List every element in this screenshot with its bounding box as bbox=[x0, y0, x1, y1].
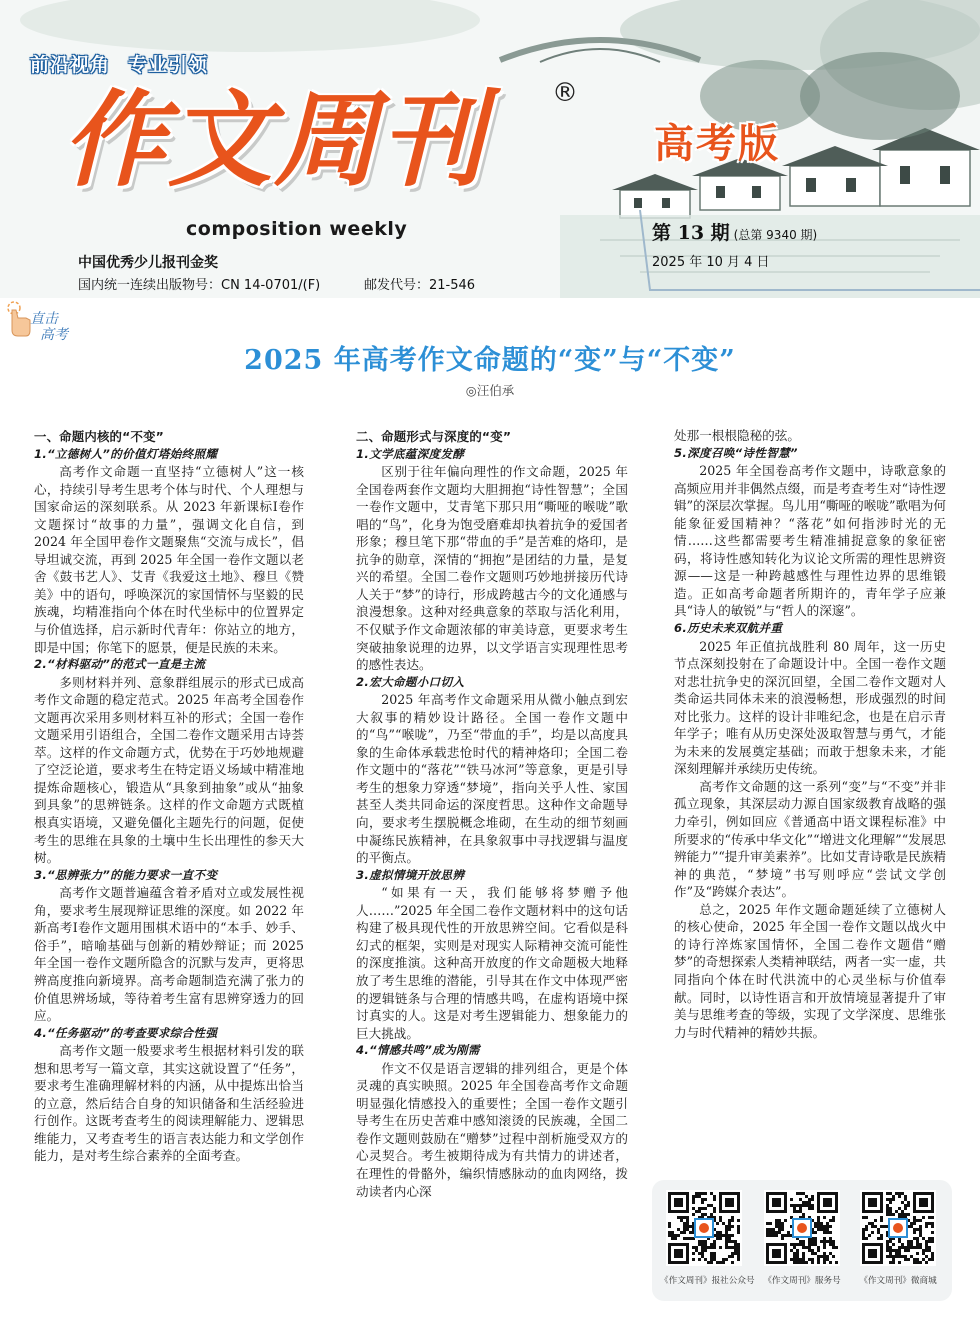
slogan bbox=[30, 50, 226, 77]
section-heading: 二、命题形式与深度的“变” bbox=[356, 429, 512, 444]
subsection-heading: 4.“任务驱动”的考查要求综合性强 bbox=[34, 1025, 218, 1040]
brand-logo: 作文周刊 bbox=[62, 79, 487, 201]
direct-hit-badge bbox=[4, 296, 84, 342]
subsection-heading: 4.“情感共鸣”成为刚需 bbox=[356, 1043, 480, 1058]
issue-total: (总第 9340 期) bbox=[733, 228, 818, 242]
subsection-heading: 3.“思辨张力”的能力要求一直不变 bbox=[34, 867, 218, 882]
issue-number: 第 13 期 bbox=[652, 222, 730, 244]
qr-code-icon[interactable] bbox=[860, 1190, 936, 1266]
article-title: 2025 年高考作文命题的“变”与“不变” bbox=[244, 345, 736, 376]
paragraph: 高考作文题普遍蕴含着矛盾对立或发展性视角，要求考生展现辩证思维的深度。如 2022 年新高考Ⅰ卷作文题用围棋术语中的“本手、妙手、俗手”，暗喻基础与创新的精妙辩证；而 2025 年全国一卷作文题所隐含的沉默与发声，更将思辨高度推向新境界。高考命题制造充满了张力的价值思辨场域，等待着考生富有思辨穿透力的回应。 bbox=[34, 885, 304, 1024]
subsection-heading: 5.深度召唤“诗性智慧” bbox=[674, 445, 798, 460]
subsection-heading: 3.虚拟情境开放思辨 bbox=[356, 867, 465, 882]
slogan-1: 前沿视角 bbox=[30, 54, 111, 76]
subsection-heading: 1.文学底蕴深度发酵 bbox=[356, 446, 465, 461]
paragraph: 高考作文命题一直坚持“立德树人”这一核心，持续引导考生思考个体与时代、个人理想与国家命运的深刻联系。从 2023 年新课标Ⅰ卷作文题探讨“故事的力量”，强调文化自信，到 2024 年全国甲卷作文题聚焦“交流与成长”，倡导坦诚交流，再到 2025 年全国一卷作文题以老舍《鼓书艺人》、艾青《我爱这土地》、穆旦《赞美》中的语句，呼唤深沉的家国情怀与坚毅的民族魂，均精准指向个体在时代坐标中的位置界定与价值选择，启示新时代青年：你站立的地方，即是中国；你笔下的愿景，便是民族的未来。 bbox=[34, 464, 304, 655]
qr-code-icon[interactable] bbox=[764, 1190, 840, 1266]
paragraph: “如果有一天，我们能够将梦赠予他人……”2025 年全国二卷作文题材料中的这句话构建了极具现代性的开放思辨空间。它看似是科幻式的框架，实则是对现实人际精神交流可能性的深度推演。这种高开放度的作文命题极大地释放了考生思维的潜能，引导其在作文中体现严密的逻辑链条与合理的情感共鸣，在虚构语境中探讨真实的人。这是对考生逻辑能力、想象能力的巨大挑战。 bbox=[356, 885, 628, 1041]
paragraph: 2025 年高考作文命题采用从微小触点到宏大叙事的精妙设计路径。全国一卷作文题中的“鸟”“喉咙”，乃至“带血的手”，均是以高度具象的生命体承载悲怆时代的精神烙印；全国二卷作文题中的“落花”“铁马冰河”等意象，更是引导考生的想象力穿透“梦境”，指向关乎人性、家国甚至人类共同命运的深度哲思。这种作文命题导向，要求考生摆脱概念堆砌，在生动的细节刻画中凝练民族精神，在具象叙事中寻找逻辑与温度的平衡点。 bbox=[356, 692, 628, 866]
column-1 bbox=[34, 427, 304, 1165]
qr-code-icon[interactable] bbox=[666, 1190, 742, 1266]
paragraph: 2025 年正值抗战胜利 80 周年，这一历史节点深刻投射在了命题设计中。全国一卷作文题对悲壮抗争史的深沉回望，全国二卷作文题对人类命运共同体未来的浪漫畅想，形成强烈的时间对比张力。这样的设计非唯纪念，也是在启示青年学子；唯有从历史深处汲取智慧与勇气，才能为未来的发展奠定基础；而敢于想象未来，才能深刻理解并承续历史传统。 bbox=[674, 638, 946, 777]
edition-label: 高考版 bbox=[654, 121, 780, 167]
postal-code: 邮发代号：21-546 bbox=[364, 278, 476, 293]
paragraph: 作文不仅是语言逻辑的排列组合，更是个体灵魂的真实映照。2025 年全国卷高考作文命题明显强化情感投入的重要性；全国一卷作文题引导考生在历史苦难中感知滚烫的民族魂，全国二卷作文题则鼓励在“赠梦”过程中剖析施受双方的心灵契合。考生被期待成为有共情力的讲述者，在理性的骨骼外，编织情感脉动的血肉网络，拨动读者内心深 bbox=[356, 1060, 628, 1199]
section-heading: 一、命题内核的“不变” bbox=[34, 429, 165, 444]
issue-info bbox=[652, 218, 932, 276]
qr-code-panel bbox=[652, 1180, 952, 1301]
column-2 bbox=[356, 427, 628, 1200]
paragraph: 总之，2025 年作文题命题延续了立德树人的核心使命，2025 年全国一卷作文题以战火中的诗行淬炼家国情怀，全国二卷作文题借“赠梦”的奇想探索人类精神联结，两者一实一虚，共同指向个体在时代洪流中的心灵坐标与价值奉献。同时，以诗性语言和开放情境显著提升了审美与思维考查的等级，实现了文学深度、思维张力与时代精神的精妙共振。 bbox=[674, 901, 946, 1040]
qr-caption: 《作文周刊》微商城 bbox=[859, 1276, 937, 1286]
registered-mark: ® bbox=[552, 78, 578, 108]
paragraph: 2025 年全国卷高考作文题中，诗歌意象的高频应用并非偶然点缀，而是考查考生对“诗性逻辑”的深层次掌握。鸟儿用“嘶哑的喉咙”歌唱为何能象征爱国精神？“落花”如何指涉时光的无情……这些都需要考生精准捕捉意象的象征密码，将诗性感知转化为议论文所需的理性思辨资源——这是一种跨越感性与理性边界的思维锻造。正如高考命题者所期许的，青年学子应兼具“诗人的敏锐”与“哲人的深邃”。 bbox=[674, 463, 946, 619]
paragraph: 区别于往年偏向理性的作文命题，2025 年全国卷两套作文题均大胆拥抱“诗性智慧”；全国一卷作文题中，艾青笔下那只用“嘶哑的喉咙”歌唱的“鸟”，化身为饱受磨难却执着抗争的爱国者形象；穆旦笔下那“带血的手”是苦难的烙印，是抗争的勋章，深情的“拥抱”是团结的力量，是复兴的希望。全国二卷作文题则巧妙地拼接历代诗人关于“梦”的诗行，形成跨越古今的文化通感与浪漫想象。这种对经典意象的萃取与活化利用，不仅赋予作文命题浓郁的审美诗意，更要求考生突破抽象说理的边界，以文学语言实现理性思考的感性表达。 bbox=[356, 464, 628, 673]
issue-date: 2025 年 10 月 4 日 bbox=[652, 255, 770, 270]
qr-item-mall[interactable] bbox=[860, 1190, 936, 1296]
subsection-heading: 6.历史未来双航并重 bbox=[674, 621, 783, 636]
subsection-heading: 2.“材料驱动”的范式一直是主流 bbox=[34, 657, 206, 672]
issn-line: 国内统一连续出版物号：CN 14-0701/(F) bbox=[78, 278, 321, 293]
badge-line-1: 直击 bbox=[30, 311, 58, 327]
badge-line-2: 高考 bbox=[40, 327, 68, 343]
paragraph: 高考作文命题的这一系列“变”与“不变”并非孤立现象，其深层动力源自国家级教育战略的强力牵引，例如回应《普通高中语文课程标准》中所要求的“传承中华文化”“增进文化理解”“发展思辨能力”“提升审美素养”。比如艾青诗歌是民族精神的典范，“梦境”书写则呼应“尝试文学创作”及“跨媒介表达”。 bbox=[674, 778, 946, 900]
paragraph: 高考作文题一般要求考生根据材料引发的联想和思考写一篇文章，其实这就设置了“任务”，要求考生准确理解材料的内涵，从中提炼出恰当的立意，然后结合自身的知识储备和生活经验进行创作。这既考查考生的阅读理解能力、逻辑思维能力，又考查考生的语言表达能力和文学创作能力，是对考生综合素养的全面考查。 bbox=[34, 1043, 304, 1164]
subsection-heading: 1.“立德树人”的价值灯塔始终照耀 bbox=[34, 446, 218, 461]
award-line: 中国优秀少儿报刊金奖 bbox=[78, 255, 218, 271]
paragraph: 多则材料并列、意象群组展示的形式已成高考作文命题的稳定范式。2025 年高考全国卷作文题再次采用多则材料互补的形式；全国一卷作文题采用引语组合，全国二卷作文题采用古诗荟萃。这样的作文命题方式，优势在于巧妙地规避了空泛论道，要求考生在特定语义场域中精准地提炼命题核心，锻造从“具象到抽象”或从“抽象到具象”的思辨链条。这样的作文命题方式既植根真实语境，又避免僵化主题先行的问题，促使考生的思维在具象的土壤中生长出理性的参天大树。 bbox=[34, 674, 304, 866]
masthead bbox=[0, 0, 980, 298]
article-author: ◎汪伯承 bbox=[465, 383, 515, 398]
qr-item-official-account[interactable] bbox=[660, 1190, 755, 1296]
qr-caption: 《作文周刊》报社公众号 bbox=[660, 1276, 755, 1286]
subsection-heading: 2.宏大命题小口切入 bbox=[356, 674, 465, 689]
english-name: composition weekly bbox=[186, 218, 408, 240]
qr-caption: 《作文周刊》服务号 bbox=[763, 1276, 841, 1286]
qr-item-service-account[interactable] bbox=[764, 1190, 840, 1296]
paragraph-continued: 处那一根根隐秘的弦。 bbox=[674, 428, 800, 443]
slogan-2: 专业引领 bbox=[128, 54, 209, 76]
column-3 bbox=[674, 427, 946, 1041]
